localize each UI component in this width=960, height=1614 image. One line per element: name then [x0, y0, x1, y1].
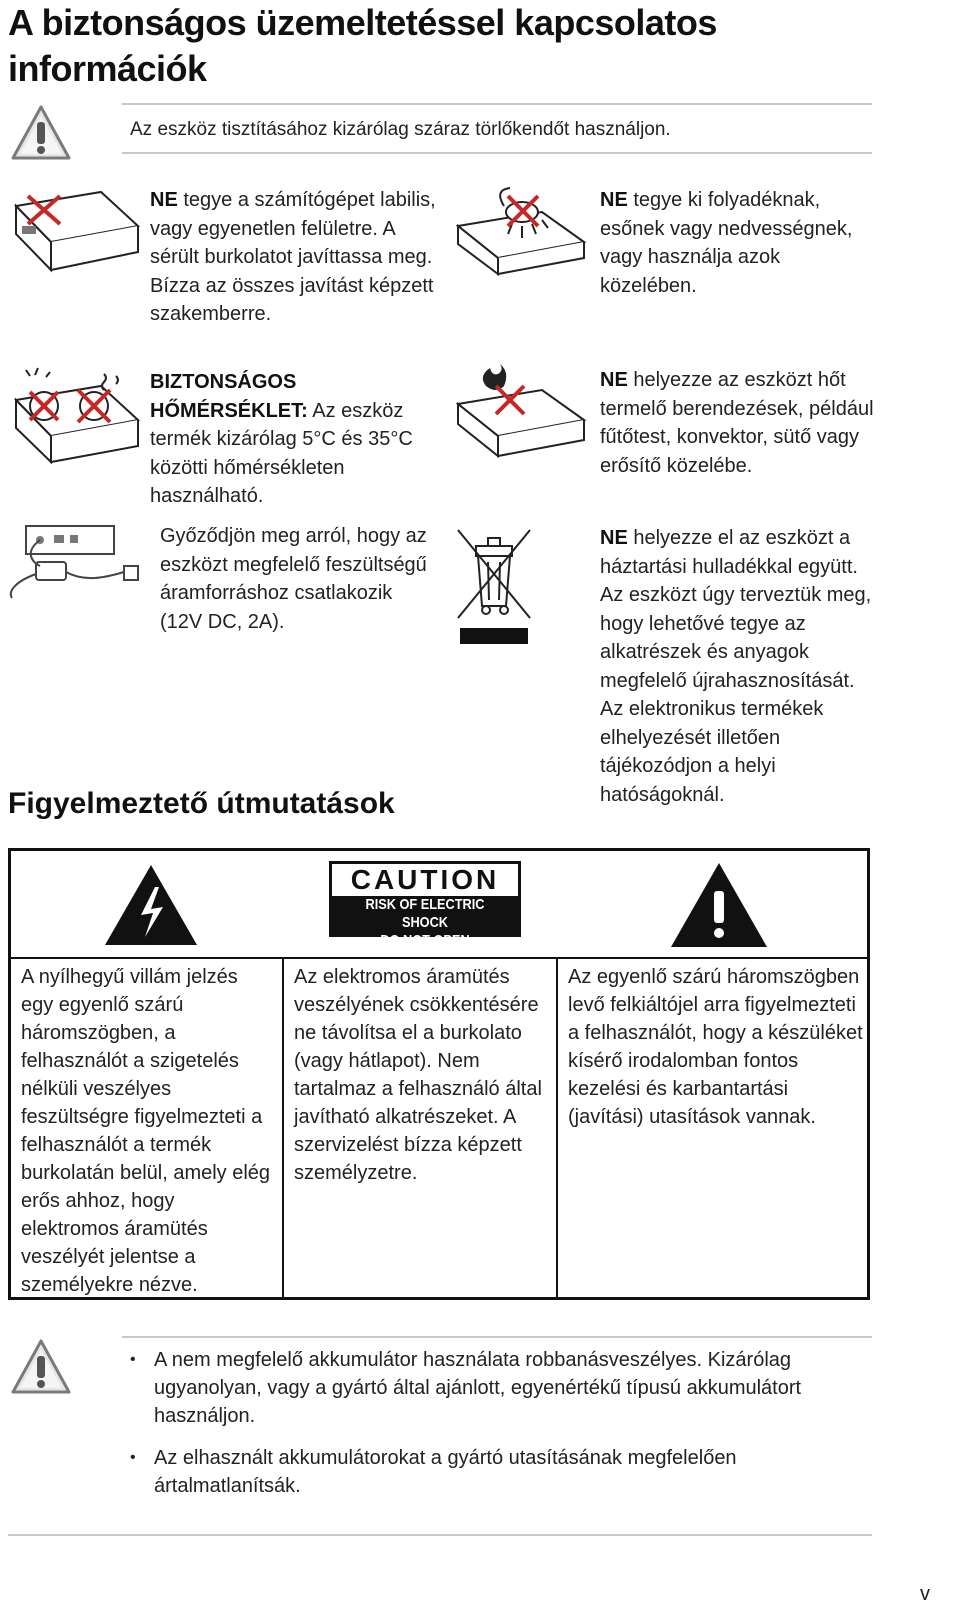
power-adapter-illustration	[4, 522, 154, 602]
crossed-bin-icon	[452, 524, 538, 648]
caution-table	[8, 848, 870, 1300]
page-number: v	[920, 1583, 930, 1605]
note-bottom-rule	[122, 152, 872, 154]
caution-text-exclamation: Az egyenlő szárú háromszögben levő felkiáltójel arra figyelmezteti a felhasználót, hogy a készüléket kísérő irodalomban fontos kezelési és karbantartási (javítási) utasítások vannak.	[568, 966, 863, 1128]
device-uneven-surface-illustration	[6, 186, 146, 276]
device-liquid-illustration	[452, 186, 592, 276]
caution-label	[329, 861, 521, 949]
item-left-0	[150, 186, 440, 329]
warning-triangle-icon	[10, 104, 72, 162]
exclamation-triangle-icon	[667, 859, 771, 951]
item-left-0-text: tegye a számítógépet labilis, vagy egyenetlen felületre. A sérült burkolatot javíttassa meg. Bízza az összes javítást képzett szakemberre.	[150, 189, 436, 325]
item-right-1-text: helyezze az eszközt hőt termelő berendezések, például fűtőtest, konvektor, sütő vagy erősítő közelébe.	[600, 369, 874, 477]
device-heat-illustration	[452, 364, 592, 464]
item-right-0-strong: NE	[600, 189, 628, 211]
item-right-2-strong: NE	[600, 527, 628, 549]
caution-label-line2: RISK OF ELECTRIC SHOCK	[365, 896, 485, 931]
caution-divider-2	[556, 957, 558, 1297]
item-right-2-text: helyezze el az eszközt a háztartási hulladékkal együtt. Az eszközt úgy terveztük meg, hogy lehetővé tegye az alkatrészek és anyagok megfelelő újrahasznosítását. Az elektronikus termékek elhelyezését illetően tájékozódjon a helyi hatóságoknál.	[600, 527, 872, 806]
battery-bullet-list	[128, 1346, 868, 1514]
item-left-2-text: Győződjön meg arról, hogy az eszközt megfelelő feszültségű áramforráshoz csatlakozik (12V DC, 2A).	[160, 525, 427, 633]
bullets-bottom-rule	[8, 1534, 872, 1536]
bullets-top-rule	[122, 1336, 872, 1338]
item-right-2	[600, 524, 880, 809]
item-right-0-text: tegye ki folyadéknak, esőnek vagy nedvességnek, vagy használja azok közelében.	[600, 189, 853, 297]
item-left-1	[150, 368, 440, 511]
item-left-1-text: Az eszköz termék kizárólag 5°C és 35°C közötti hőmérsékleten használható.	[150, 399, 413, 507]
item-left-1-strong: BIZTONSÁGOS HŐMÉRSÉKLET:	[150, 371, 308, 422]
item-left-2	[160, 522, 440, 636]
lightning-triangle-icon	[101, 861, 201, 949]
item-right-1-strong: NE	[600, 369, 628, 391]
caution-label-line3: DO NOT OPEN	[380, 932, 470, 949]
caution-divider-1	[282, 957, 284, 1297]
item-right-0	[600, 186, 880, 300]
caution-text-lightning: A nyílhegyű villám jelzés egy egyenlő szárú háromszögben, a felhasználót a szigetelés nélküli veszélyes feszültségre figyelmezteti a felhasználót a termék burkolatán belül, amely elég erős ahhoz, hogy elektromos áramütés veszélyét jelentse a személyekre nézve.	[21, 966, 271, 1296]
warning-triangle-icon-bottom	[10, 1338, 72, 1396]
section-title: Figyelmeztető útmutatások	[8, 787, 395, 820]
list-item: • Az elhasznált akkumulátorokat a gyártó utasításának megfelelően ártalmatlanítsák.	[128, 1444, 868, 1500]
caution-label-line1: CAUTION	[332, 864, 518, 896]
page-title: A biztonságos üzemeltetéssel kapcsolatos információk	[8, 2, 717, 89]
top-note-text: Az eszköz tisztításához kizárólag száraz törlőkendőt használjon.	[130, 119, 671, 140]
list-item: • A nem megfelelő akkumulátor használata robbanásveszélyes. Kizárólag ugyanolyan, vagy a gyártó által ajánlott, egyenértékű típusú akkumulátort használjon.	[128, 1346, 868, 1430]
note-top-rule	[122, 103, 872, 105]
item-left-0-strong: NE	[150, 189, 178, 211]
caution-text-label: Az elektromos áramütés veszélyének csökkentésére ne távolítsa el a burkolato (vagy hátlapot). Nem tartalmaz a felhasználó által javítható alkatrészeket. A szervizelést bízza képzett személyzetre.	[294, 966, 542, 1184]
caution-symbol-row	[11, 851, 867, 959]
item-right-1	[600, 366, 880, 480]
device-temperature-illustration	[6, 366, 146, 466]
